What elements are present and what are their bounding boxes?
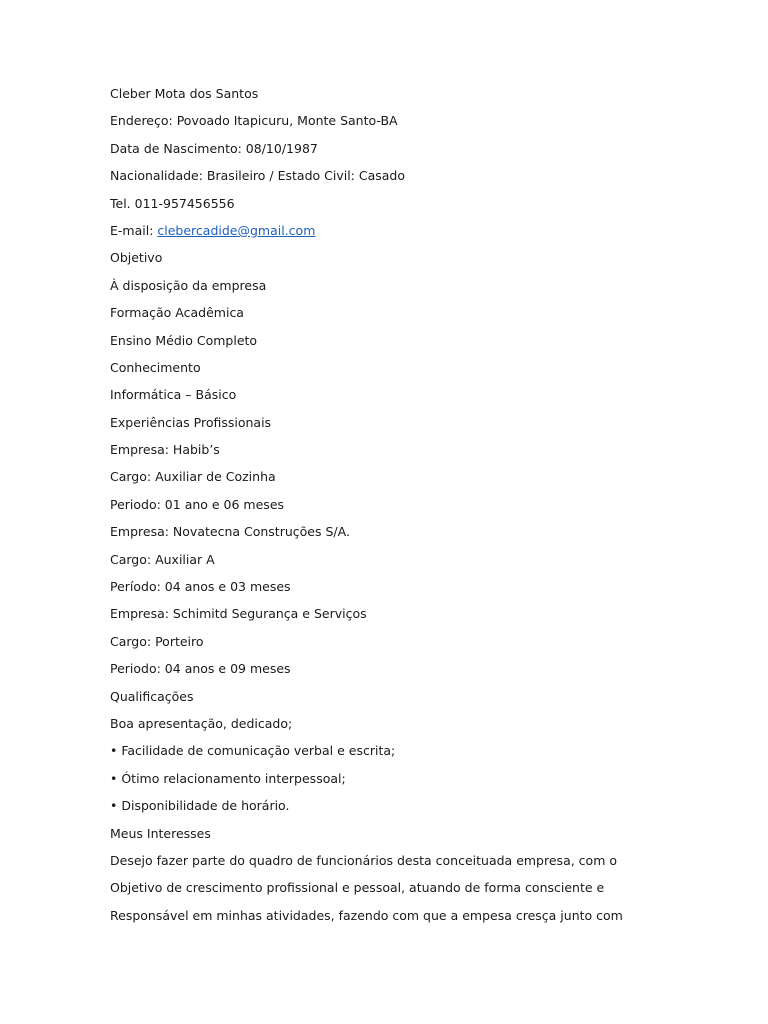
- job-period: Periodo: 04 anos e 09 meses: [110, 661, 291, 677]
- job-period: Período: 04 anos e 03 meses: [110, 579, 291, 595]
- phone-line: Tel. 011-957456556: [110, 195, 235, 211]
- nationality-line: Nacionalidade: Brasileiro / Estado Civil: Casado: [110, 168, 406, 184]
- email-link[interactable]: clebercadide@gmail.com: [157, 222, 316, 238]
- resume-content: [110, 84, 670, 933]
- education-text: Ensino Médio Completo: [110, 332, 258, 348]
- address-line: Endereço: Povoado Itapicuru, Monte Santo-BA: [110, 113, 398, 129]
- job-company: Empresa: Habib’s: [110, 442, 220, 458]
- interests-paragraph-line: Desejo fazer parte do quadro de funcionários desta conceituada empresa, com o: [110, 852, 617, 868]
- interests-paragraph-line: Objetivo de crescimento profissional e pessoal, atuando de forma consciente e: [110, 880, 605, 896]
- job-company: Empresa: Novatecna Construções S/A.: [110, 524, 350, 540]
- job-role: Cargo: Auxiliar A: [110, 551, 215, 567]
- birth-date-line: Data de Nascimento: 08/10/1987: [110, 140, 318, 156]
- qualifications-heading: Qualificações: [110, 688, 194, 704]
- candidate-name: Cleber Mota dos Santos: [110, 86, 259, 101]
- job-company: Empresa: Schimitd Segurança e Serviços: [110, 606, 367, 622]
- interests-paragraph-line: Responsável em minhas atividades, fazendo com que a empesa cresça junto com: [110, 907, 623, 923]
- email-label: E-mail:: [110, 222, 158, 238]
- experience-heading: Experiências Profissionais: [110, 414, 272, 430]
- education-heading: Formação Acadêmica: [110, 305, 244, 321]
- objective-text: À disposição da empresa: [110, 277, 267, 293]
- knowledge-heading: Conhecimento: [110, 359, 201, 375]
- qualification-item: • Disponibilidade de horário.: [110, 798, 290, 814]
- objective-heading: Objetivo: [110, 250, 163, 266]
- job-period: Periodo: 01 ano e 06 meses: [110, 496, 285, 512]
- qualification-item: Boa apresentação, dedicado;: [110, 715, 293, 731]
- email-line: [110, 221, 670, 248]
- job-role: Cargo: Auxiliar de Cozinha: [110, 469, 276, 485]
- job-role: Cargo: Porteiro: [110, 633, 204, 649]
- knowledge-text: Informática – Básico: [110, 387, 237, 403]
- qualification-item: • Facilidade de comunicação verbal e escrita;: [110, 743, 396, 759]
- qualification-item: • Ótimo relacionamento interpessoal;: [110, 770, 346, 786]
- interests-heading: Meus Interesses: [110, 825, 211, 841]
